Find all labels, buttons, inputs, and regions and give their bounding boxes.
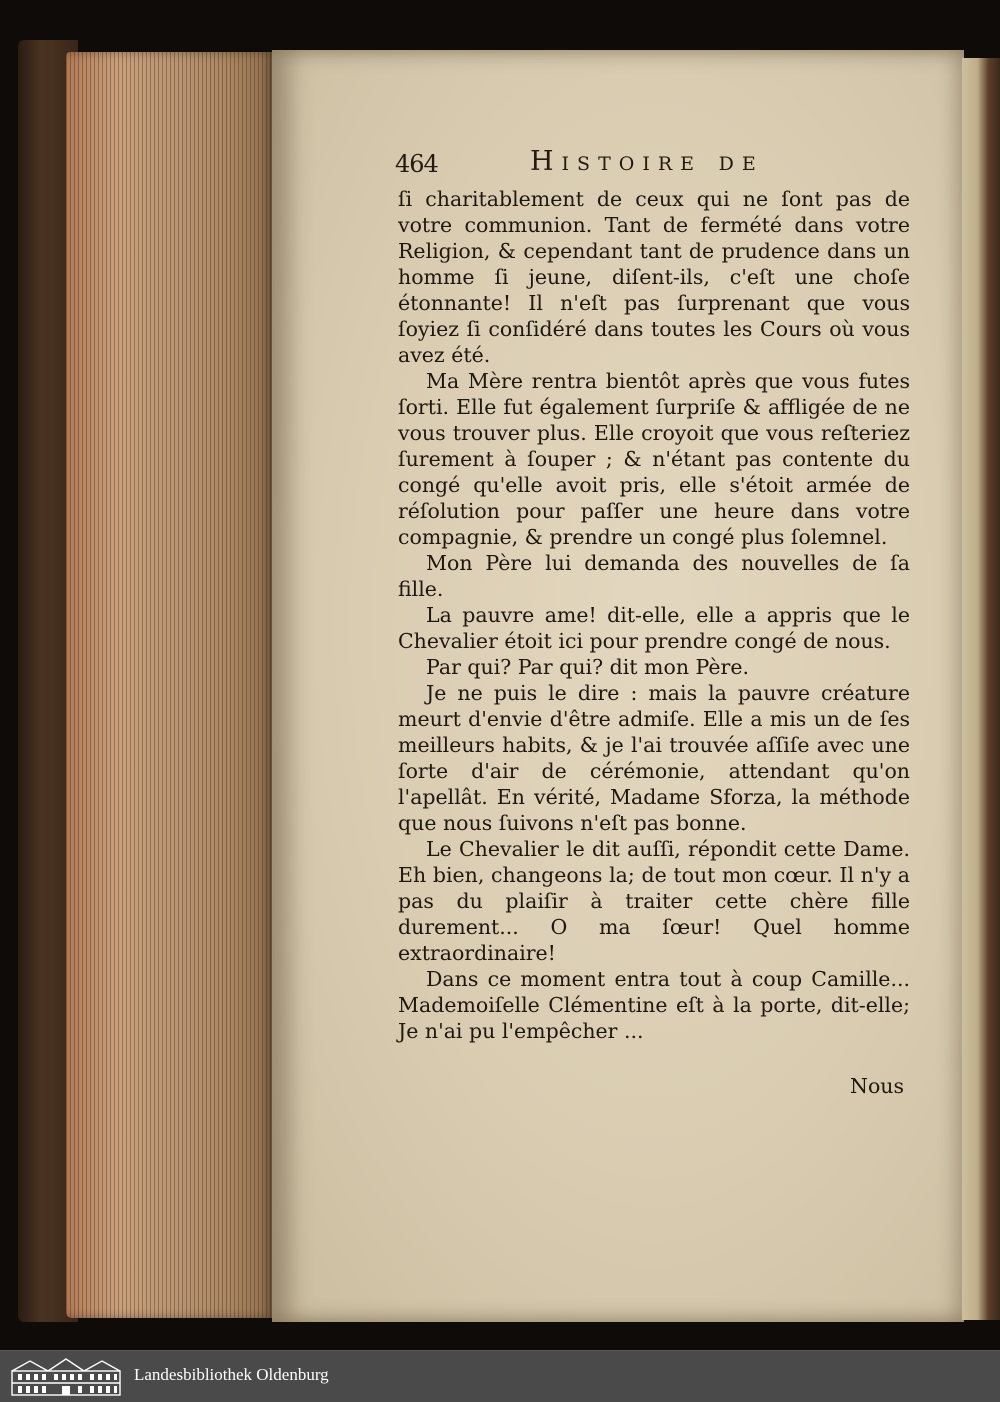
paragraph: Ma Mère rentra bientôt après que vous futes ſorti. Elle fut également ſurpriſe & affligée de ne vous trouver plus. Elle croyoit que vous reſteriez ſurement à ſouper ; & n'étant pas contente du congé qu'elle avoit pris, elle s'étoit armée de réſolution pour paſſer une heure dans votre compagnie, & prendre un congé plus ſolemnel. — [398, 369, 910, 549]
paragraph: ſi charitablement de ceux qui ne ſont pas de votre communion. Tant de fermété dans votre Religion, & cependant tant de prudence dans un homme ſi jeune, diſent-ils, c'eſt une choſe étonnante! Il n'eſt pas ſurprenant que vous ſoyiez ſi conſidéré dans toutes les Cours où vous avez été. — [398, 187, 910, 367]
catchword: Nous — [850, 1074, 905, 1098]
page-edges — [66, 52, 274, 1318]
footer-bar — [0, 1350, 1000, 1402]
page-header — [395, 146, 915, 182]
book-cover-right — [962, 58, 1000, 1320]
paragraph: Mon Père lui demanda des nouvelles de ſa fille. — [398, 551, 910, 601]
running-title: Histoire de — [530, 146, 764, 177]
page-number: 464 — [395, 150, 438, 178]
page-text — [398, 186, 910, 1044]
library-name: Landesbibliothek Oldenburg — [134, 1365, 329, 1384]
paragraph: Le Chevalier le dit auſſi, répondit cette Dame. Eh bien, changeons la; de tout mon cœur. Il n'y a pas du plaiſir à traiter cette chère fille durement... O ma ſœur! Quel homme extraordinaire! — [398, 837, 910, 965]
paragraph: Dans ce moment entra tout à coup Camille... Mademoiſelle Clémentine eſt à la porte, dit-elle; Je n'ai pu l'empêcher ... — [398, 967, 910, 1043]
paragraph: Par qui? Par qui? dit mon Père. — [426, 655, 749, 679]
paragraph: La pauvre ame! dit-elle, elle a appris que le Chevalier étoit ici pour prendre congé de nous. — [398, 603, 910, 653]
paragraph: Je ne puis le dire : mais la pauvre créature meurt d'envie d'être admiſe. Elle a mis un de ſes meilleurs habits, & je l'ai trouvée aſſiſe avec une ſorte d'air de cérémonie, attendant qu'on l'apellât. En vérité, Madame Sforza, la méthode que nous ſuivons n'eſt pas bonne. — [398, 681, 910, 835]
library-building-icon — [10, 1357, 122, 1397]
